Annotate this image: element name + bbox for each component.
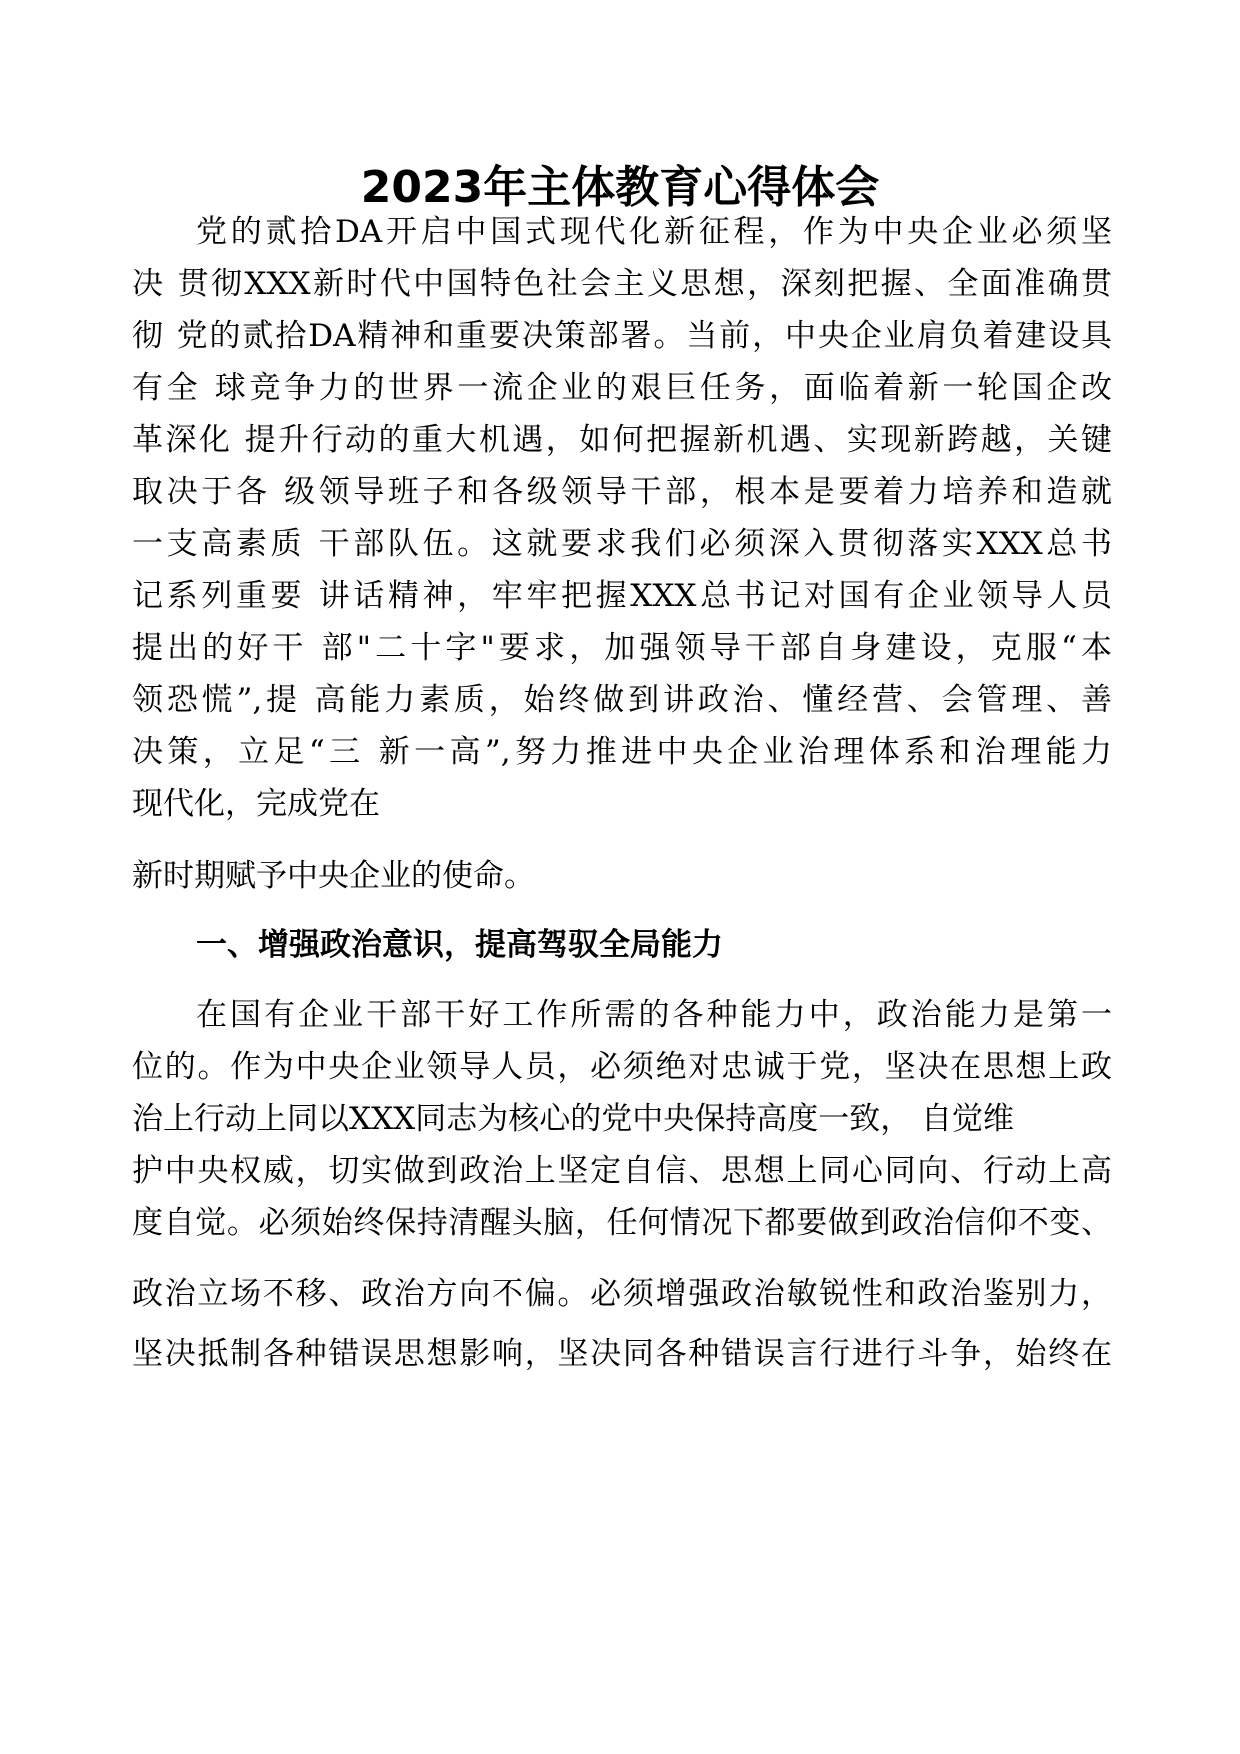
- paragraph-line: 一支高素质 干部队伍。这就要求我们必须深入贯彻落实XXX总书: [132, 526, 1112, 562]
- paragraph-line: 领恐慌”,提 高能力素质，始终做到讲政治、懂经营、会管理、善: [132, 682, 1112, 718]
- paragraph-line: 在国有企业干部干好工作所需的各种能力中，政治能力是第一: [196, 997, 1112, 1033]
- paragraph-line: 位的。作为中央企业领导人员，必须绝对忠诚于党，坚决在思想上政: [132, 1049, 1112, 1085]
- paragraph-line: 彻 党的贰拾DA精神和重要决策部署。当前，中央企业肩负着建设具: [132, 318, 1112, 354]
- paragraph-line: 现代化，完成党在: [132, 786, 380, 822]
- paragraph-line: 决 贯彻XXX新时代中国特色社会主义思想，深刻把握、全面准确贯: [132, 266, 1112, 302]
- document-title: 2023年主体教育心得体会: [360, 162, 880, 213]
- paragraph-line: 有全 球竞争力的世界一流企业的艰巨任务，面临着新一轮国企改: [132, 370, 1112, 406]
- paragraph-line: 取决于各 级领导班子和各级领导干部，根本是要着力培养和造就: [132, 474, 1112, 510]
- paragraph-line: 党的贰拾DA开启中国式现代化新征程，作为中央企业必须坚: [196, 214, 1112, 250]
- paragraph-line: 新时期赋予中央企业的使命。: [132, 858, 535, 894]
- paragraph-line: 提出的好干 部"二十字"要求，加强领导干部自身建设，克服“本: [132, 630, 1112, 666]
- paragraph-line: 度自觉。必须始终保持清醒头脑，任何情况下都要做到政治信仰不变、: [132, 1205, 1112, 1241]
- paragraph-line: 决策，立足“三 新一高”,努力推进中央企业治理体系和治理能力: [132, 734, 1112, 770]
- paragraph-line: 政治立场不移、政治方向不偏。必须增强政治敏锐性和政治鉴别力，: [132, 1276, 1112, 1312]
- paragraph-line: 革深化 提升行动的重大机遇，如何把握新机遇、实现新跨越，关键: [132, 422, 1112, 458]
- paragraph-line: 护中央权威，切实做到政治上坚定自信、思想上同心同向、行动上高: [132, 1153, 1112, 1189]
- paragraph-line: 坚决抵制各种错误思想影响，坚决同各种错误言行进行斗争，始终在: [132, 1336, 1112, 1372]
- section-heading: 一、增强政治意识，提高驾驭全局能力: [196, 927, 723, 963]
- paragraph-line: 记系列重要 讲话精神，牢牢把握XXX总书记对国有企业领导人员: [132, 578, 1112, 614]
- paragraph-line: 治上行动上同以XXX同志为核心的党中央保持高度一致， 自觉维: [132, 1101, 1015, 1137]
